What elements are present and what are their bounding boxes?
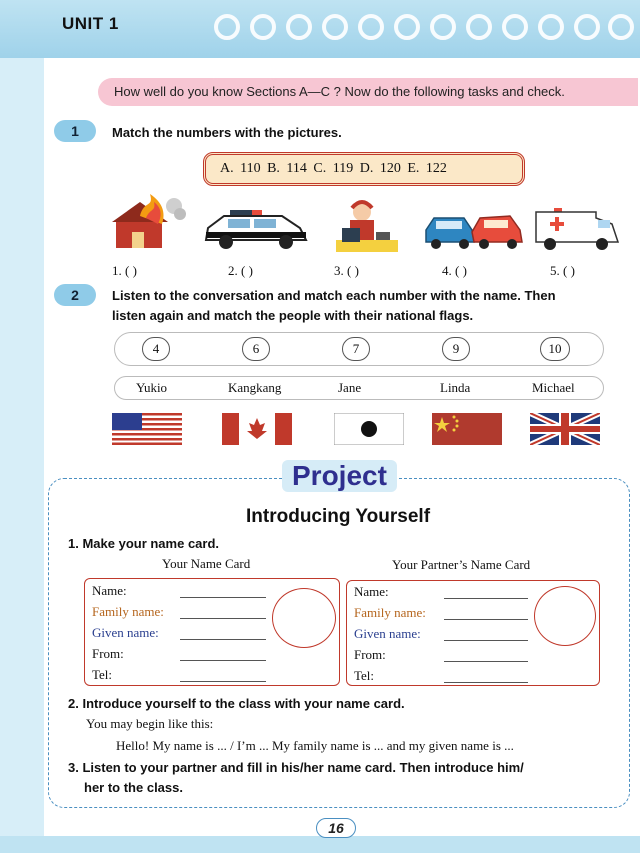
photo-circle — [534, 586, 596, 646]
decor-ring — [286, 14, 312, 40]
field-given-name-label: Given name: — [354, 626, 421, 641]
page-number: 16 — [316, 818, 356, 838]
name-input-line[interactable] — [180, 597, 266, 598]
decor-ring — [394, 14, 420, 40]
project-subtitle: Introducing Yourself — [246, 506, 431, 527]
task-2-instruction-line1: Listen to the conversation and match each number with the name. Then — [112, 288, 556, 303]
person-name: Kangkang — [228, 380, 282, 395]
decor-ring — [430, 14, 456, 40]
field-name-label: Name: — [92, 583, 127, 598]
step-2: 2. Introduce yourself to the class with your name card. — [68, 696, 405, 711]
task-2-number: 2 — [54, 284, 96, 306]
number-bubble: 10 — [540, 337, 570, 361]
ambulance-picture — [534, 204, 620, 252]
answer-blank-4[interactable]: 4. ( ) — [442, 263, 467, 278]
decor-ring — [214, 14, 240, 40]
usa-flag — [112, 413, 182, 445]
field-from-label: From: — [92, 646, 124, 661]
person-name: Michael — [532, 380, 575, 395]
tel-input-line[interactable] — [444, 682, 528, 683]
decor-ring — [574, 14, 600, 40]
step-2-hint: You may begin like this: — [86, 716, 214, 731]
police-car-picture — [204, 206, 310, 250]
field-name-label: Name: — [354, 584, 389, 599]
field-tel-label: Tel: — [92, 667, 113, 682]
japan-flag — [334, 413, 404, 445]
left-margin-strip — [0, 58, 44, 853]
step-3-line2: her to the class. — [84, 780, 183, 795]
family-name-input-line[interactable] — [180, 618, 266, 619]
field-from-label: From: — [354, 647, 386, 662]
answer-blank-2[interactable]: 2. ( ) — [228, 263, 253, 278]
task-1-number: 1 — [54, 120, 96, 142]
given-name-input-line[interactable] — [444, 640, 528, 641]
fire-picture — [110, 194, 188, 252]
person-name: Yukio — [136, 380, 168, 395]
number-bubble: 6 — [242, 337, 270, 361]
uk-flag — [530, 413, 600, 445]
answer-blank-5[interactable]: 5. ( ) — [550, 263, 575, 278]
bottom-strip — [0, 836, 640, 853]
task-1-instruction: Match the numbers with the pictures. — [112, 125, 342, 140]
number-bubble: 9 — [442, 337, 470, 361]
number-bubble: 4 — [142, 337, 170, 361]
field-family-name-label: Family name: — [354, 605, 426, 620]
step-3-line1: 3. Listen to your partner and fill in his/her name card. Then introduce him/ — [68, 760, 524, 775]
phone-operator-picture — [336, 200, 398, 252]
decor-ring — [538, 14, 564, 40]
from-input-line[interactable] — [180, 660, 266, 661]
china-flag — [432, 413, 502, 445]
card-left-title: Your Name Card — [162, 556, 251, 571]
field-family-name-label: Family name: — [92, 604, 164, 619]
name-input-line[interactable] — [444, 598, 528, 599]
project-title: Project — [282, 460, 397, 492]
decor-ring — [250, 14, 276, 40]
from-input-line[interactable] — [444, 661, 528, 662]
unit-title: UNIT 1 — [62, 14, 119, 33]
field-tel-label: Tel: — [354, 668, 375, 683]
decor-ring — [608, 14, 634, 40]
answer-blank-3[interactable]: 3. ( ) — [334, 263, 359, 278]
photo-circle — [272, 588, 336, 648]
decor-ring — [358, 14, 384, 40]
number-bubble: 7 — [342, 337, 370, 361]
options-text: A. 110 B. 114 C. 119 D. 120 E. 122 — [220, 161, 447, 176]
decor-ring — [502, 14, 528, 40]
family-name-input-line[interactable] — [444, 619, 528, 620]
given-name-input-line[interactable] — [180, 639, 266, 640]
canada-flag — [222, 413, 292, 445]
tel-input-line[interactable] — [180, 681, 266, 682]
decor-ring — [466, 14, 492, 40]
step-1: 1. Make your name card. — [68, 536, 220, 551]
decor-ring — [322, 14, 348, 40]
task-2-instruction-line2: listen again and match the people with their national flags. — [112, 308, 474, 323]
person-name: Linda — [440, 380, 471, 395]
car-crash-picture — [424, 208, 524, 250]
prompt-text: How well do you know Sections A—C ? Now do the following tasks and check. — [114, 84, 565, 99]
card-right-title: Your Partner’s Name Card — [392, 557, 531, 572]
step-2-example: Hello! My name is ... / I’m ... My family name is ... and my given name is ... — [116, 738, 514, 753]
field-given-name-label: Given name: — [92, 625, 159, 640]
answer-blank-1[interactable]: 1. ( ) — [112, 263, 137, 278]
person-name: Jane — [338, 380, 362, 395]
